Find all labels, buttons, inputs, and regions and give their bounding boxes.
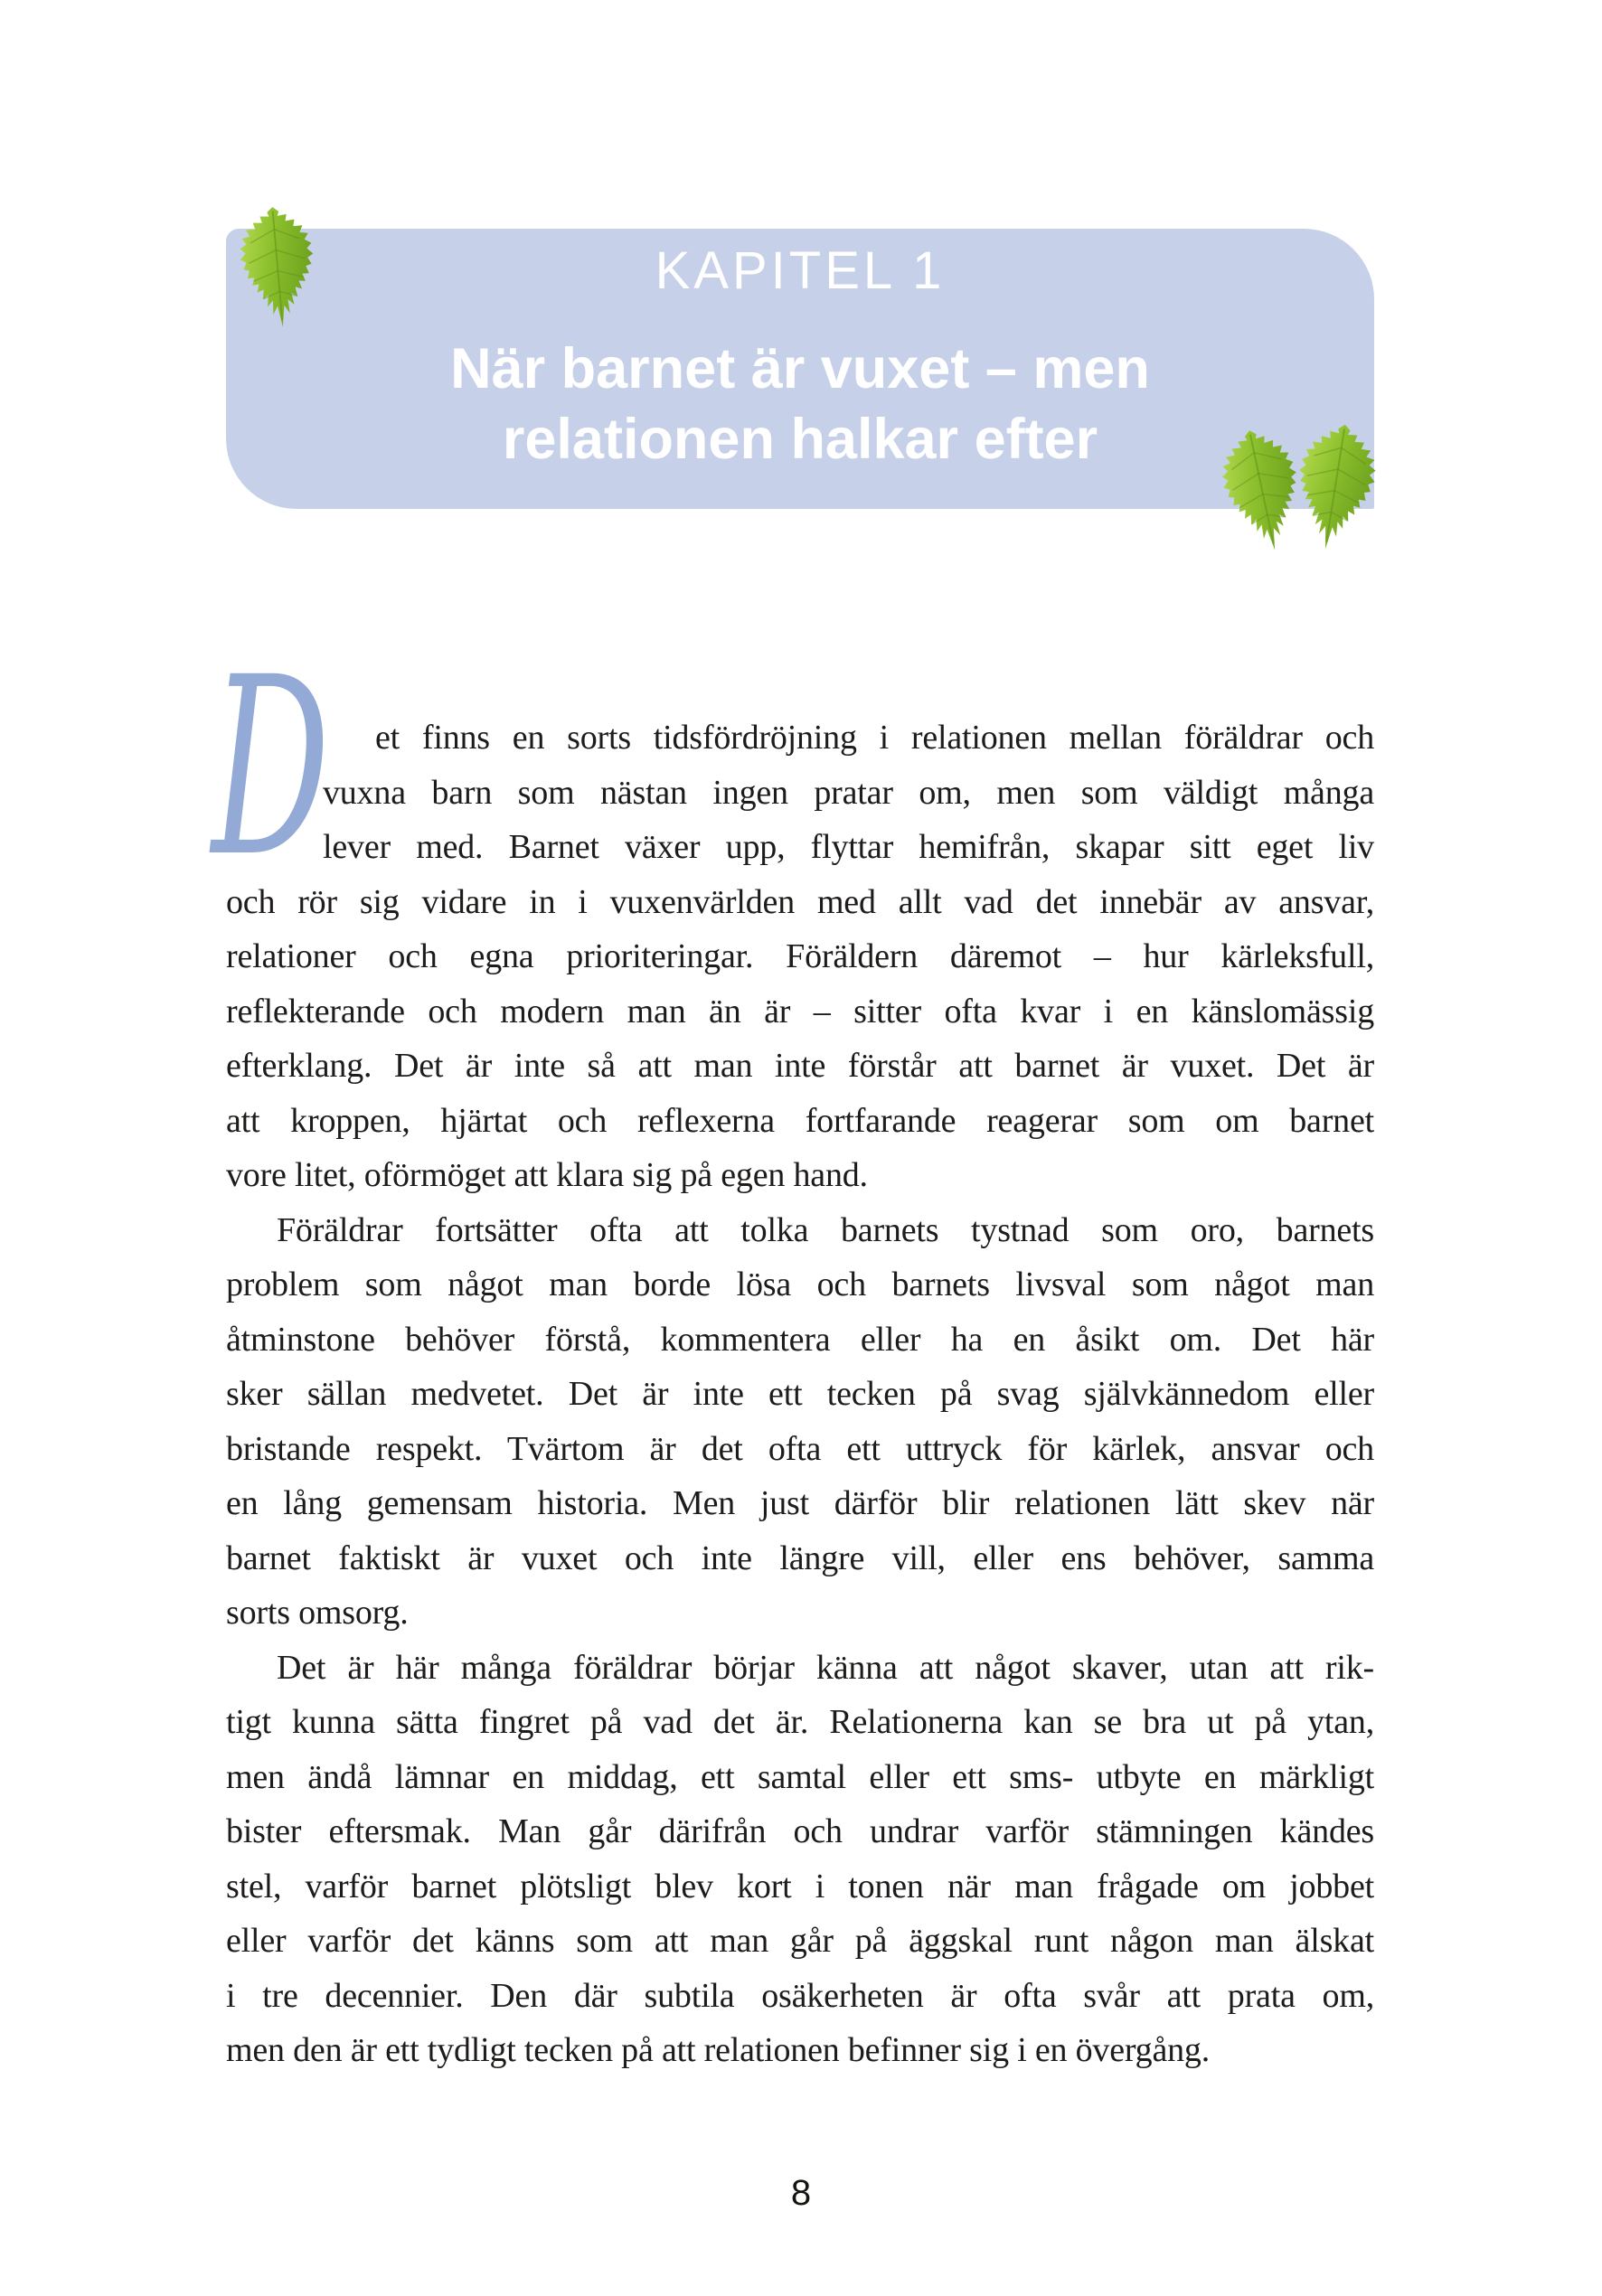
text-line: sorts omsorg. — [226, 1594, 409, 1632]
text-line: en lång gemensam historia. Men just därför blir relationen lätt skev när — [226, 1484, 1374, 1522]
text-line: bister eftersmak. Man går därifrån och undrar varför stämningen kändes — [226, 1812, 1374, 1850]
text-line: tigt kunna sätta fingret på vad det är. Relationerna kan se bra ut på ytan, — [226, 1703, 1374, 1741]
body-text — [226, 710, 1374, 2078]
chapter-kicker: KAPITEL 1 — [655, 241, 946, 300]
paragraph — [226, 1641, 1374, 2078]
text-line: vore litet, oförmöget att klara sig på egen hand. — [226, 1156, 868, 1194]
chapter-title — [226, 334, 1374, 475]
text-line: stel, varför barnet plötsligt blev kort i tonen när man frågade om jobbet — [226, 1867, 1374, 1905]
text-line: åtminstone behöver förstå, kommentera eller ha en åsikt om. Det här — [226, 1320, 1374, 1359]
text-line: i tre decennier. Den där subtila osäkerheten är ofta svår att prata om, — [226, 1976, 1374, 2015]
drop-cap: D — [212, 626, 330, 911]
text-line: vuxna barn som nästan ingen pratar om, men som väldigt många — [323, 773, 1374, 812]
text-line: barnet faktiskt är vuxet och inte längre vill, eller ens behöver, samma — [226, 1539, 1374, 1577]
chapter-title-line2: relationen halkar efter — [502, 408, 1098, 471]
text-line: reflekterande och modern man än är – sitter ofta kvar i en känslomässig — [226, 992, 1374, 1030]
text-line: lever med. Barnet växer upp, flyttar hemifrån, skapar sitt eget liv — [323, 828, 1374, 866]
text-line: Det är här många föräldrar börjar känna att något skaver, utan att rik- — [277, 1648, 1374, 1687]
chapter-title-line1: När barnet är vuxet – men — [450, 337, 1150, 400]
text-line: problem som något man borde lösa och barnets livsval som något man — [226, 1266, 1374, 1303]
text-line: relationer och egna prioriteringar. Föräldern däremot – hur kärleksfull, — [226, 937, 1374, 975]
text-line: Föräldrar fortsätter ofta att tolka barnets tystnad som oro, barnets — [277, 1210, 1374, 1249]
text-line: bristande respekt. Tvärtom är det ofta ett uttryck för kärlek, ansvar och — [226, 1429, 1374, 1468]
text-line: sker sällan medvetet. Det är inte ett tecken på svag självkännedom eller — [226, 1375, 1374, 1413]
text-line: men den är ett tydligt tecken på att relationen befinner sig i en övergång. — [226, 2031, 1211, 2069]
birch-leaf-icon — [1281, 415, 1389, 558]
page-number: 8 — [790, 2173, 812, 2213]
text-line: eller varför det känns som att man går på äggskal runt någon man älskat — [226, 1922, 1374, 1960]
text-line: men ändå lämnar en middag, ett samtal eller ett sms- utbyte en märkligt — [226, 1757, 1374, 1796]
text-line: et finns en sorts tidsfördröjning i relationen mellan föräldrar och — [375, 719, 1374, 757]
birch-leaf-icon — [226, 201, 329, 333]
paragraph — [226, 710, 1374, 1203]
chapter-banner — [226, 229, 1374, 509]
text-line: och rör sig vidare in i vuxenvärlden med allt vad det innebär av ansvar, — [226, 882, 1374, 921]
paragraph — [226, 1203, 1374, 1641]
text-line: att kroppen, hjärtat och reflexerna fortfarande reagerar som om barnet — [226, 1101, 1374, 1140]
text-line: efterklang. Det är inte så att man inte förstår att barnet är vuxet. Det är — [226, 1047, 1374, 1085]
